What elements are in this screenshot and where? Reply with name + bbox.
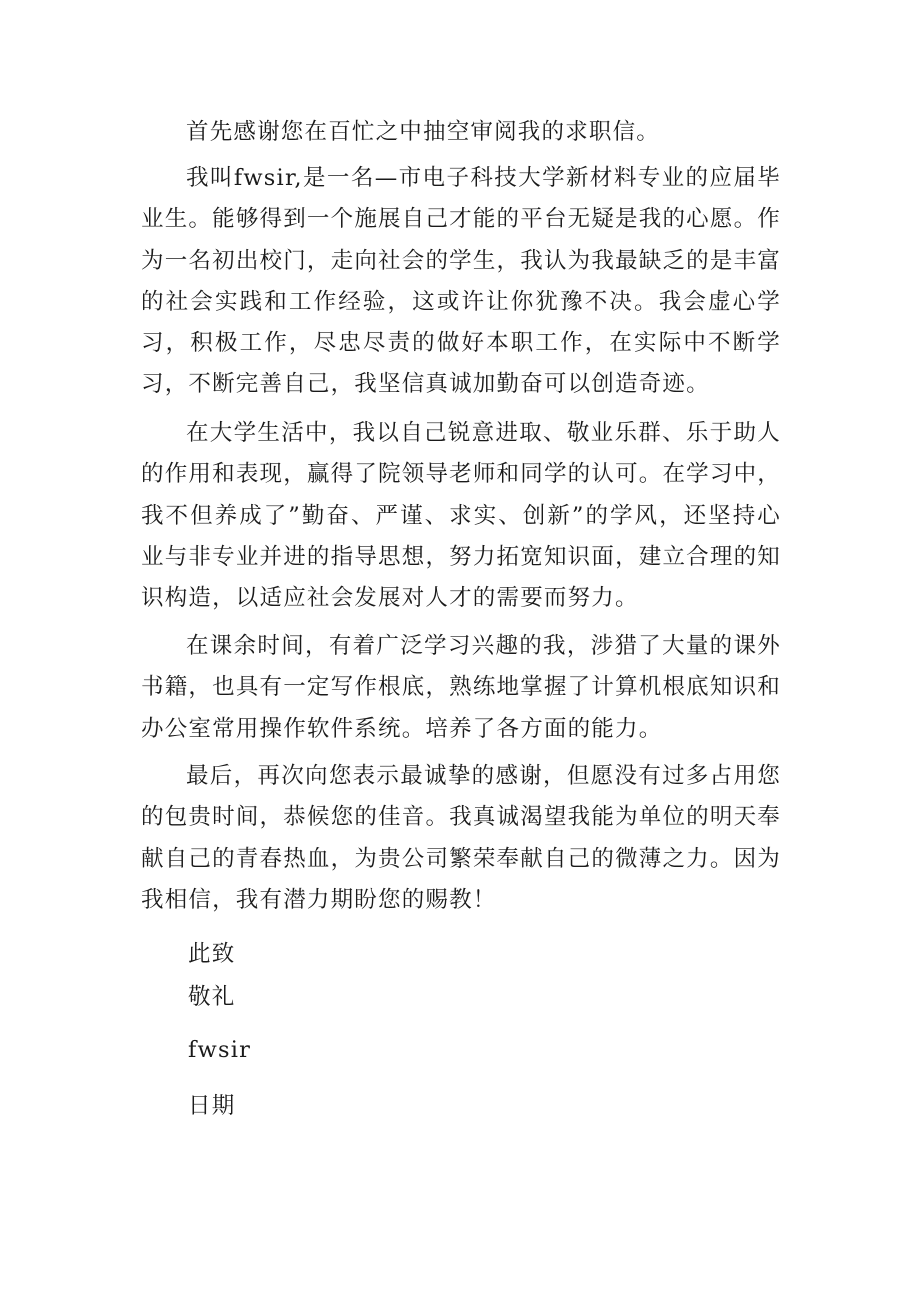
regards: 敬礼 xyxy=(188,984,236,1010)
signature: fwsir xyxy=(188,1037,252,1063)
opening-paragraph: 首先感谢您在百忙之中抽空审阅我的求职信。 xyxy=(186,119,661,145)
closing-paragraph: 最后，再次向您表示最诚挚的感谢，但愿没有过多占用您的包贵时间，恭候您的佳音。我真诚渴望我能为单位的明天奉献自己的青春热血，为贵公司繁荣奉献自己的微薄之力。因为我相信，我有潜力期盼您的赐教！ xyxy=(141,763,781,913)
date-label: 日期 xyxy=(188,1093,236,1119)
spare-time-paragraph: 在课余时间，有着广泛学习兴趣的我，涉猎了大量的课外书籍，也具有一定写作根底，熟练地掌握了计算机根底知识和办公室常用操作软件系统。培养了各方面的能力。 xyxy=(141,633,781,742)
university-life-paragraph: 在大学生活中，我以自己锐意进取、敬业乐群、乐于助人的作用和表现，赢得了院领导老师和同学的认可。在学习中，我不但养成了”勤奋、严谨、求实、创新”的学风，还坚持心业与非专业并进的指导思想，努力拓宽知识面，建立合理的知识构造，以适应社会发展对人才的需要而努力。 xyxy=(141,420,781,612)
introduction-paragraph: 我叫fwsir,是一名—市电子科技大学新材料专业的应届毕业生。能够得到一个施展自己才能的平台无疑是我的心愿。作为一名初出校门，走向社会的学生，我认为我最缺乏的是丰富的社会实践和工作经验，这或许让你犹豫不决。我会虚心学习，积极工作，尽忠尽责的做好本职工作，在实际中不断学习，不断完善自己，我坚信真诚加勤奋可以创造奇迹。 xyxy=(141,165,781,398)
salutation: 此致 xyxy=(188,941,236,967)
